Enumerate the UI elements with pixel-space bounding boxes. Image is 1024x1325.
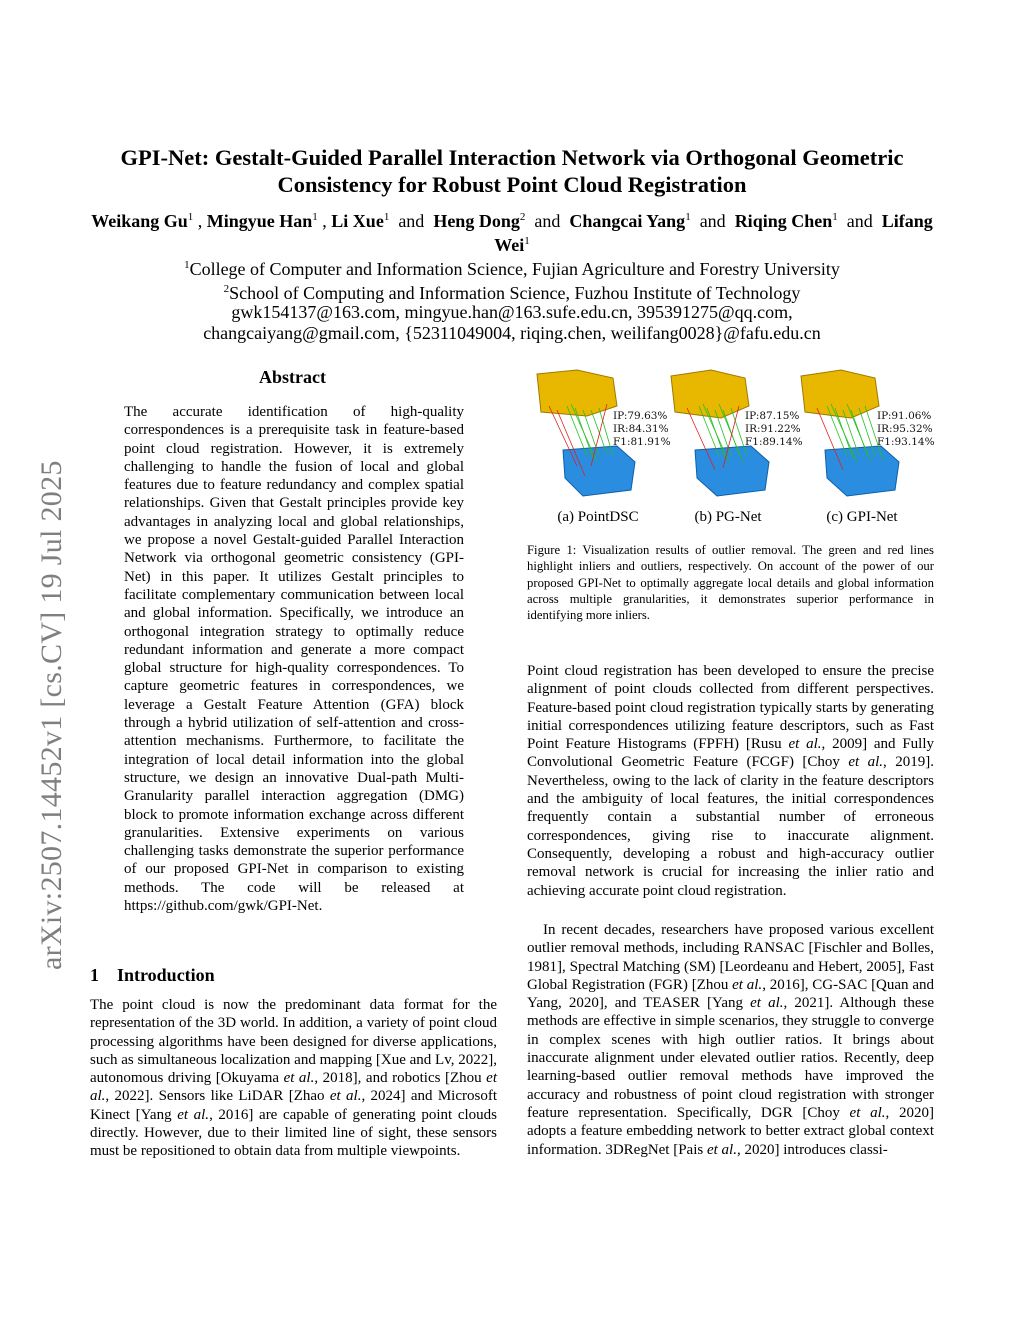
figure-1 [527, 366, 937, 526]
body-paragraph-1: Point cloud registration has been developed to ensure the precise alignment of point clouds collected from different perspectives. Feature-based point cloud registration typically starts by generating initial correspondences utilizing feature descriptors, such as Fast Point Feature Histograms (FPFH) [Rusu et al., 2009] and Fully Convolutional Geometric Feature (FCGF) [Choy et al., 2019]. Nevertheless, owing to the lack of clarity in the feature descriptors and the ambiguity of local features, the initial correspondences frequently contain a substantial number of erroneous correspondences, giving rise to inaccurate alignment. Consequently, developing a robust and high-accuracy outlier removal network is crucial for increasing the inlier ratio and achieving accurate point cloud registration. [527, 663, 934, 899]
subfigure-caption: (a) PointDSC [557, 509, 639, 525]
subfigure-caption: (c) GPI-Net [826, 509, 898, 525]
author-name: Mingyue Han [206, 211, 313, 231]
arxiv-identifier: arXiv:2507.14452v1 [cs.CV] 19 Jul 2025 [35, 460, 68, 970]
figure-caption: Figure 1: Visualization results of outlier removal. The green and red lines highlight inliers and outliers, respectively. On account of the power of our proposed GPI-Net to optimally aggregate local details and global information across multiple granularities, it demonstrates superior performance in identifying more inliers. [527, 543, 934, 623]
author-name: Lifang Wei [494, 211, 933, 255]
introduction-paragraph: The point cloud is now the predominant data format for the representation of the 3D world. In addition, a variety of point cloud processing algorithms have been designed for diverse applications, such as simultaneous localization and mapping [Xue and Lv, 2022], autonomous driving [Okuyama et al., 2018], and robotics [Zhou et al., 2022]. Sensors like LiDAR [Zhao et al., 2024] and Microsoft Kinect [Yang et al., 2016] are capable of generating point clouds directly. However, due to their limited line of sight, these sensors must be repositioned to obtain data from multiple viewpoints. [90, 997, 497, 1160]
target-point-cloud [563, 446, 635, 496]
abstract-heading: Abstract [259, 367, 326, 387]
source-point-cloud [537, 370, 617, 416]
author-name: Li Xue [331, 211, 384, 231]
subfigure-caption: (b) PG-Net [694, 509, 762, 525]
source-point-cloud [801, 370, 879, 418]
affiliation-1: $^1$College of Computer and Information Science, Fujian Agriculture and Forestry University [184, 259, 840, 279]
affiliation-2: $^2$School of Computing and Information Science, Fuzhou Institute of Technology [223, 283, 801, 303]
author-name: Changcai Yang [569, 211, 686, 231]
figure-panel-pgnet [663, 366, 803, 526]
source-point-cloud [671, 370, 749, 418]
metrics-readout: IP:87.15% IR:91.22% F1:89.14% [745, 410, 803, 448]
section-heading-introduction: 1 Introduction [90, 965, 215, 985]
metrics-readout: IP:91.06% IR:95.32% F1:93.14% [877, 410, 935, 448]
email-line-1: gwk154137@163.com, mingyue.han@163.sufe.edu.cn, 395391275@qq.com, [231, 302, 793, 322]
author-name: Weikang Gu [91, 211, 188, 231]
author-name: Heng Dong [433, 211, 520, 231]
abstract-body: The accurate identification of high-quality correspondences is a prerequisite task in feature-based point cloud registration. However, it is extremely challenging to handle the fusion of local and global features due to feature redundancy and complex spatial relationships. Given that Gestalt principles provide key advantages in analyzing local and global relationships, we propose a novel Gestalt-guided Parallel Interaction Network via orthogonal geometric consistency (GPI-Net) in this paper. It utilizes Gestalt principles to facilitate complementary communication between local and global information. Specifically, we introduce an orthogonal integration strategy to optimally reduce redundant information and generate a more compact global structure for high-quality correspondences. To capture geometric features in correspondences, we leverage a Gestalt Feature Attention (GFA) block through a hybrid utilization of self-attention and cross-attention mechanisms. Furthermore, to facilitate the integration of local detail information into the global structure, we design an innovative Dual-path Multi-Granularity parallel interaction aggregation (DMG) block to promote information exchange across different granularities. Extensive experiments on various challenging tasks demonstrate the superior performance of our proposed GPI-Net in comparison to existing methods. The code will be released at https://github.com/gwk/GPI-Net. [124, 404, 464, 915]
email-line-2: changcaiyang@gmail.com, {52311049004, riqing.chen, weilifang0028}@fafu.edu.cn [203, 323, 821, 343]
author-name: Riqing Chen [734, 211, 833, 231]
figure-panel-gpinet [795, 366, 935, 526]
target-point-cloud [695, 446, 769, 496]
body-paragraph-2: In recent decades, researchers have proposed various excellent outlier removal methods, including RANSAC [Fischler and Bolles, 1981], Spectral Matching (SM) [Leordeanu and Hebert, 2005], Fast Global Registration (FGR) [Zhou et al., 2016], CG-SAC [Quan and Yang, 2020], and TEASER [Yang et al., 2021]. Although these methods are effective in simple scenarios, they struggle to converge in complex scenes with high outlier ratios. It brings about inaccurate alignment under elevated outlier ratios. Recently, deep learning-based outlier removal methods have improved the accuracy and robustness of point cloud registration with stronger feature representation. Specifically, DGR [Choy et al., 2020] adopts a feature embedding network to better extract global context information. 3DRegNet [Pais et al., 2020] introduces classi- [527, 922, 935, 1158]
figure-panel-pointdsc [527, 366, 671, 526]
metrics-readout: IP:79.63% IR:84.31% F1:81.91% [613, 410, 671, 448]
paper-title: GPI-Net: Gestalt-Guided Parallel Interaction Network via Orthogonal Geometric Consistency for Robust Point Cloud Registration [120, 145, 904, 197]
author-list: Weikang Gu$^1$ , Mingyue Han$^1$ , Li Xue$^1$ and Heng Dong$^2$ and Changcai Yang$^1$ and Riqing Chen$^1$ and Lifang Wei$^1$ [91, 211, 933, 255]
